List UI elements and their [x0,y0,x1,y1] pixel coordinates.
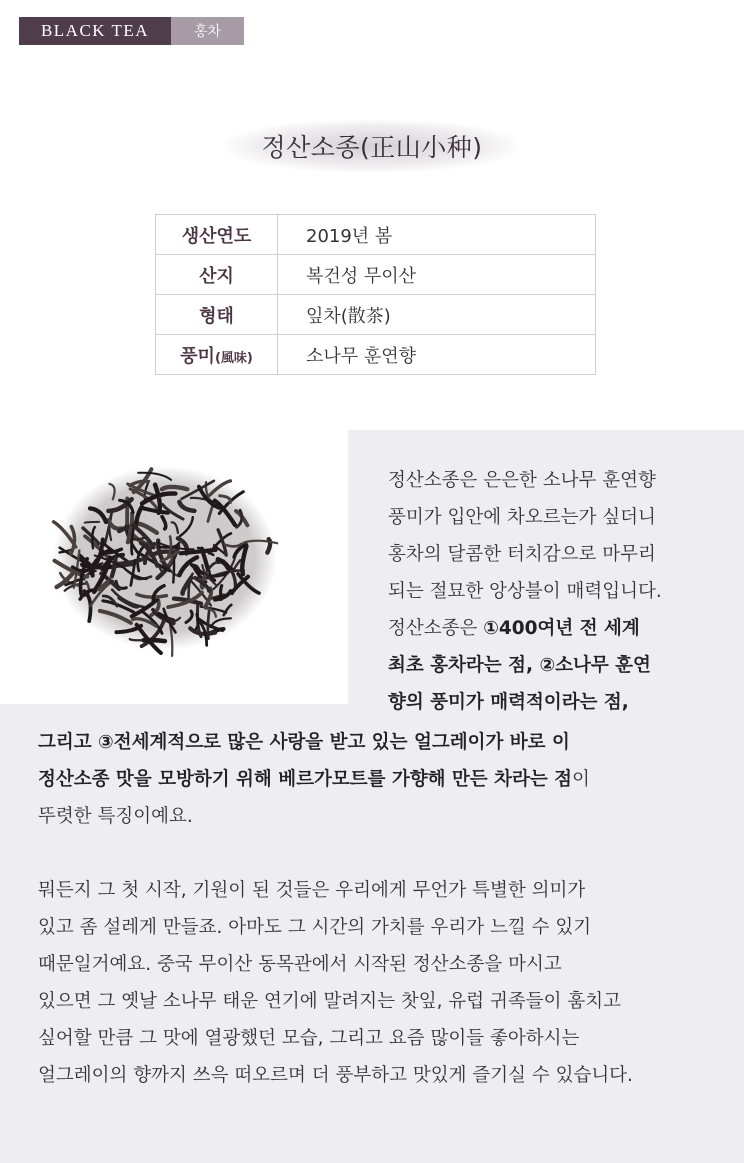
paragraph-2 [38,872,728,1094]
text-line: 풍미가 입안에 차오르는가 싶더니 [388,507,656,528]
spec-row [156,295,596,335]
text-line: 정산소종은 ①400여년 전 세계 [388,618,640,639]
text-line: 싶어할 만큼 그 맛에 열광했던 모습, 그리고 요즘 많이들 좋아하시는 [38,1028,580,1049]
tea-leaf-strand [85,522,99,523]
spec-row [156,255,596,295]
text-line: 때문일거예요. 중국 무이산 동목관에서 시작된 정산소종을 마시고 [38,954,562,975]
spec-value: 소나무 훈연향 [278,335,596,375]
text-line: 되는 절묘한 앙상블이 매력입니다. [388,581,662,602]
text-line: 정산소종은 은은한 소나무 훈연향 [388,470,656,491]
spec-table [155,214,596,375]
text-line: 최초 홍차라는 점, ②소나무 훈연 [388,655,651,676]
text-line: 그리고 ③전세계적으로 많은 사랑을 받고 있는 얼그레이가 바로 이 [38,732,570,753]
text-line: 홍차의 달콤한 터치감으로 마무리 [388,544,656,565]
category-tag [19,17,244,45]
text-line: 있으면 그 옛날 소나무 태운 연기에 말려지는 찻잎, 유럽 귀족들이 훔치고 [38,991,621,1012]
spec-value: 2019년 봄 [278,215,596,255]
text-line: 있고 좀 설레게 만들죠. 아마도 그 시간의 가치를 우리가 느낄 수 있기 [38,917,592,938]
spec-key: 산지 [156,255,278,295]
spec-value: 복건성 무이산 [278,255,596,295]
spec-value: 잎차(散茶) [278,295,596,335]
text-line: 얼그레이의 향까지 쓰윽 떠오르며 더 풍부하고 맛있게 즐기실 수 있습니다. [38,1065,633,1086]
tea-leaf-strand [221,586,222,600]
tea-leaves-image [40,440,290,670]
paragraph-1-end [38,724,728,835]
spec-key: 형태 [156,295,278,335]
text-line: 정산소종 맛을 모방하기 위해 베르가모트를 가향해 만든 차라는 점이 [38,769,590,790]
spec-key: 풍미(風味) [156,335,278,375]
category-tag-english: BLACK TEA [19,17,171,45]
category-tag-korean: 홍차 [171,17,244,45]
tea-leaf-strand [130,639,143,640]
text-line: 뭐든지 그 첫 시작, 기원이 된 것들은 우리에게 무언가 특별한 의미가 [38,880,586,901]
title-area [0,118,744,174]
description-full-text [38,724,728,1131]
spec-row [156,335,596,375]
tea-leaf-strand [162,487,187,489]
description-side-text [388,462,728,721]
product-title: 정산소종(正山小种) [231,118,512,174]
spec-row [156,215,596,255]
spec-key: 생산연도 [156,215,278,255]
text-line: 뚜렷한 특징이예요. [38,806,193,827]
text-line: 향의 풍미가 매력적이라는 점, [388,692,629,713]
